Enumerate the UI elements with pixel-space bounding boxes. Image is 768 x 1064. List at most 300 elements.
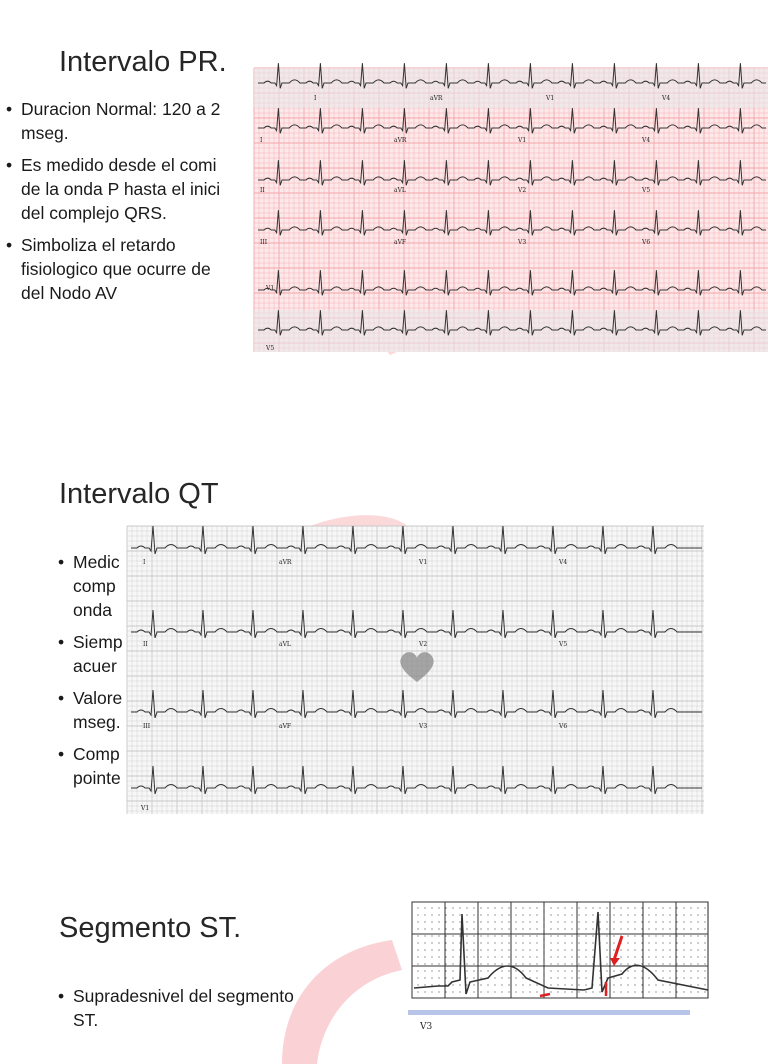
ecg-grid-dot: [676, 956, 677, 957]
ecg-grid-dot: [438, 935, 439, 936]
ecg-grid-dot: [704, 977, 705, 978]
ecg-grid-dot: [676, 935, 677, 936]
ecg-grid-dot: [585, 963, 586, 964]
ecg-grid-dot: [585, 914, 586, 915]
ecg-grid-dot: [487, 914, 488, 915]
ecg-grid-dot: [466, 928, 467, 929]
ecg-grid-dot: [585, 970, 586, 971]
ecg-grid-dot: [501, 942, 502, 943]
ecg-grid-dot: [571, 963, 572, 964]
ecg-grid-dot: [669, 942, 670, 943]
ecg-grid-dot: [522, 991, 523, 992]
ecg-grid-dot: [676, 991, 677, 992]
ecg-grid-dot: [585, 956, 586, 957]
ecg-grid-dot: [669, 977, 670, 978]
ecg-grid-dot: [690, 914, 691, 915]
ecg-grid-dot: [536, 914, 537, 915]
ecg-grid-dot: [480, 949, 481, 950]
ecg-grid-dot: [676, 970, 677, 971]
ecg-grid-dot: [564, 928, 565, 929]
ecg-grid-dot: [417, 921, 418, 922]
ecg-grid-dot: [431, 949, 432, 950]
ecg-grid-dot: [417, 949, 418, 950]
ecg-grid-dot: [655, 928, 656, 929]
lead-label: V2: [419, 641, 428, 648]
ecg-grid-dot: [662, 935, 663, 936]
ecg-grid-dot: [634, 907, 635, 908]
ecg-grid-dot: [543, 949, 544, 950]
ecg-grid-dot: [634, 949, 635, 950]
ecg-grid-dot: [662, 949, 663, 950]
ecg-grid-dot: [634, 935, 635, 936]
ecg-grid-dot: [466, 921, 467, 922]
ecg-grid-dot: [578, 963, 579, 964]
ecg-grid-dot: [571, 907, 572, 908]
ecg-grid-dot: [536, 921, 537, 922]
ecg-grid-dot: [683, 956, 684, 957]
ecg-grid-dot: [501, 935, 502, 936]
ecg-grid-dot: [690, 935, 691, 936]
ecg-grid-dot: [697, 921, 698, 922]
ecg-grid-dot: [655, 984, 656, 985]
ecg-grid-dot: [431, 970, 432, 971]
ecg-grid-dot: [529, 963, 530, 964]
lead-label: V5: [559, 641, 568, 648]
ecg-grid-dot: [704, 907, 705, 908]
ecg-grid-dot: [445, 991, 446, 992]
ecg-grid-dot: [501, 970, 502, 971]
ecg-grid-dot: [424, 928, 425, 929]
ecg-grid-dot: [655, 907, 656, 908]
ecg-grid-dot: [487, 970, 488, 971]
ecg-grid-dot: [655, 942, 656, 943]
ecg-12-lead-pink: [254, 68, 768, 352]
lead-label: V5: [642, 187, 651, 194]
ecg-grid-dot: [459, 928, 460, 929]
ecg-grid-dot: [627, 907, 628, 908]
ecg-grid-dot: [508, 928, 509, 929]
ecg-grid-dot: [494, 949, 495, 950]
ecg-grid-dot: [690, 921, 691, 922]
ecg-grid-dot: [529, 970, 530, 971]
ecg-grid-dot: [557, 956, 558, 957]
ecg-grid-dot: [578, 914, 579, 915]
ecg-grid-dot: [529, 921, 530, 922]
ecg-grid-dot: [438, 970, 439, 971]
ecg-grid-dot: [529, 991, 530, 992]
ecg-grid-dot: [431, 956, 432, 957]
ecg-grid-dot: [620, 991, 621, 992]
ecg-grid-dot: [571, 935, 572, 936]
ecg-grid-dot: [613, 935, 614, 936]
ecg-grid-dot: [557, 942, 558, 943]
ecg-grid-dot: [662, 963, 663, 964]
ecg-grid-dot: [606, 914, 607, 915]
ecg-grid-dot: [557, 970, 558, 971]
lead-label: V6: [642, 239, 651, 246]
ecg-grid-dot: [697, 935, 698, 936]
ecg-grid-dot: [697, 970, 698, 971]
lead-label: V6: [559, 723, 568, 730]
ecg-grid-dot: [564, 921, 565, 922]
ecg-grid-dot: [564, 914, 565, 915]
ecg-grid-dot: [585, 949, 586, 950]
ecg-grid-dot: [585, 928, 586, 929]
ecg-grid-dot: [690, 942, 691, 943]
ecg-grid-dot: [417, 963, 418, 964]
ecg-grid-dot: [424, 956, 425, 957]
lead-label: V4: [662, 95, 671, 102]
ecg-grid-dot: [452, 935, 453, 936]
ecg-grid-dot: [620, 956, 621, 957]
ecg-grid-dot: [669, 949, 670, 950]
ecg-grid-dot: [522, 949, 523, 950]
ecg-grid-dot: [529, 942, 530, 943]
ecg-grid-dot: [648, 991, 649, 992]
ecg-grid-dot: [697, 977, 698, 978]
ecg-grid-dot: [550, 963, 551, 964]
ecg-grid-dot: [536, 956, 537, 957]
ecg-grid-dot: [627, 942, 628, 943]
ecg-grid-dot: [648, 907, 649, 908]
ecg-grid-dot: [557, 977, 558, 978]
ecg-grid-dot: [648, 942, 649, 943]
ecg-grid-dot: [452, 984, 453, 985]
ecg-grid-dot: [487, 942, 488, 943]
ecg-grid-dot: [662, 914, 663, 915]
ecg-grid-dot: [613, 970, 614, 971]
ecg-grid-dot: [704, 963, 705, 964]
bullet-item: • Siemp acuer: [58, 630, 158, 678]
ecg-grid-dot: [697, 907, 698, 908]
ecg-grid-dot: [473, 956, 474, 957]
ecg-grid-dot: [501, 991, 502, 992]
ecg-grid-dot: [445, 963, 446, 964]
ecg-grid-dot: [466, 956, 467, 957]
ecg-grid-dot: [452, 921, 453, 922]
ecg-grid-dot: [431, 977, 432, 978]
ecg-grid-dot: [564, 984, 565, 985]
ecg-grid-dot: [683, 928, 684, 929]
ecg-grid-dot: [606, 956, 607, 957]
ecg-grid-dot: [515, 935, 516, 936]
ecg-grid-dot: [627, 949, 628, 950]
ecg-grid-dot: [620, 949, 621, 950]
ecg-grid-dot: [564, 977, 565, 978]
lead-label: V1: [518, 137, 527, 144]
ecg-grid-dot: [641, 956, 642, 957]
ecg-grid-dot: [515, 977, 516, 978]
ecg-grid-dot: [494, 942, 495, 943]
ecg-grid-dot: [417, 991, 418, 992]
ecg-grid-dot: [417, 914, 418, 915]
ecg-grid-dot: [697, 963, 698, 964]
slide-title: Intervalo PR.: [59, 46, 227, 78]
ecg-grid-dot: [683, 977, 684, 978]
ecg-grid-dot: [501, 984, 502, 985]
ecg-grid-dot: [494, 991, 495, 992]
ecg-grid-dot: [669, 956, 670, 957]
strip-divider: [408, 1010, 690, 1015]
ecg-grid-dot: [648, 963, 649, 964]
ecg-grid-dot: [515, 949, 516, 950]
ecg-grid-dot: [697, 991, 698, 992]
ecg-grid-dot: [557, 921, 558, 922]
ecg-grid-dot: [543, 907, 544, 908]
ecg-grid-dot: [494, 928, 495, 929]
ecg-grid-dot: [683, 935, 684, 936]
ecg-grid-dot: [585, 921, 586, 922]
ecg-grid-dot: [445, 949, 446, 950]
lead-label: V4: [642, 137, 651, 144]
slide-title: Intervalo QT: [59, 478, 219, 510]
ecg-grid-dot: [627, 921, 628, 922]
ecg-grid-dot: [676, 977, 677, 978]
ecg-grid-dot: [438, 977, 439, 978]
ecg-grid-dot: [669, 984, 670, 985]
ecg-grid-dot: [697, 928, 698, 929]
ecg-grid-dot: [522, 921, 523, 922]
ecg-grid-dot: [508, 949, 509, 950]
ecg-grid-dot: [459, 991, 460, 992]
ecg-grid-dot: [648, 949, 649, 950]
ecg-grid-dot: [571, 942, 572, 943]
ecg-grid-dot: [641, 991, 642, 992]
ecg-grid-dot: [417, 970, 418, 971]
ecg-grid-dot: [578, 928, 579, 929]
ecg-grid-dot: [473, 977, 474, 978]
ecg-grid-dot: [571, 956, 572, 957]
ecg-grid-dot: [606, 907, 607, 908]
ecg-grid-dot: [501, 963, 502, 964]
ecg-grid-dot: [452, 942, 453, 943]
lead-label: I: [143, 559, 146, 566]
ecg-grid-dot: [690, 984, 691, 985]
lead-label: V1: [141, 805, 150, 812]
ecg-grid-dot: [445, 921, 446, 922]
ecg-st-elevation-strip: [408, 902, 708, 1046]
ecg-grid-dot: [508, 977, 509, 978]
ecg-grid-dot: [606, 949, 607, 950]
ecg-grid-dot: [501, 921, 502, 922]
ecg-grid-dot: [508, 914, 509, 915]
ecg-grid-dot: [648, 928, 649, 929]
bullet-item: • Simboliza el retardo fisiologico que ocurre de del Nodo AV: [6, 233, 256, 305]
ecg-grid-dot: [634, 977, 635, 978]
ecg-grid-dot: [536, 907, 537, 908]
ecg-grid-dot: [606, 942, 607, 943]
ecg-grid-dot: [620, 963, 621, 964]
ecg-grid-dot: [487, 921, 488, 922]
ecg-grid-dot: [550, 949, 551, 950]
ecg-grid-dot: [683, 970, 684, 971]
ecg-grid-dot: [536, 942, 537, 943]
ecg-grid-dot: [655, 970, 656, 971]
ecg-grid-dot: [592, 907, 593, 908]
ecg-grid-dot: [662, 970, 663, 971]
ecg-grid-dot: [613, 977, 614, 978]
ecg-grid-dot: [648, 921, 649, 922]
ecg-grid-dot: [683, 942, 684, 943]
ecg-grid-dot: [438, 914, 439, 915]
ecg-grid-dot: [690, 963, 691, 964]
ecg-grid-dot: [676, 907, 677, 908]
ecg-grid-dot: [522, 935, 523, 936]
lead-label: aVR: [279, 559, 292, 566]
ecg-grid-dot: [466, 977, 467, 978]
ecg-grid-dot: [494, 977, 495, 978]
ecg-grid-dot: [578, 921, 579, 922]
ecg-grid-dot: [662, 921, 663, 922]
ecg-grid-dot: [431, 907, 432, 908]
ecg-grid-dot: [508, 970, 509, 971]
ecg-grid-dot: [487, 963, 488, 964]
lead-label: V3: [420, 1022, 433, 1032]
ecg-grid-dot: [508, 956, 509, 957]
ecg-grid-dot: [641, 935, 642, 936]
ecg-grid-dot: [704, 991, 705, 992]
ecg-grid-dot: [585, 942, 586, 943]
lead-label: V5: [266, 345, 275, 352]
ecg-grid-dot: [515, 991, 516, 992]
ecg-grid-dot: [487, 991, 488, 992]
ecg-grid-dot: [613, 928, 614, 929]
ecg-grid-dot: [522, 956, 523, 957]
ecg-grid-dot: [536, 970, 537, 971]
ecg-grid-dot: [634, 984, 635, 985]
ecg-grid-dot: [473, 935, 474, 936]
ecg-grid-dot: [431, 963, 432, 964]
ecg-grid-dot: [424, 991, 425, 992]
ecg-grid-dot: [704, 949, 705, 950]
ecg-grid-dot: [641, 977, 642, 978]
ecg-grid-dot: [578, 970, 579, 971]
ecg-grid-dot: [641, 984, 642, 985]
ecg-grid-dot: [431, 914, 432, 915]
ecg-grid-dot: [424, 949, 425, 950]
ecg-grid-dot: [634, 914, 635, 915]
ecg-grid-dot: [655, 991, 656, 992]
ecg-grid-dot: [704, 935, 705, 936]
lead-label: V1: [546, 95, 555, 102]
ecg-grid-dot: [571, 991, 572, 992]
ecg-grid-dot: [683, 907, 684, 908]
ecg-grid-dot: [529, 935, 530, 936]
ecg-grid-dot: [669, 970, 670, 971]
ecg-grid-dot: [438, 921, 439, 922]
ecg-grid-dot: [494, 935, 495, 936]
ecg-grid-dot: [641, 921, 642, 922]
ecg-grid-dot: [522, 942, 523, 943]
ecg-grid-dot: [417, 984, 418, 985]
lead-label: V3: [419, 723, 428, 730]
heart-icon: [397, 650, 437, 684]
ecg-grid-dot: [529, 914, 530, 915]
ecg-grid-dot: [424, 970, 425, 971]
ecg-grid-dot: [578, 935, 579, 936]
ecg-grid-dot: [522, 970, 523, 971]
ecg-grid-dot: [613, 921, 614, 922]
ecg-grid-dot: [676, 921, 677, 922]
ecg-grid-dot: [487, 949, 488, 950]
ecg-grid-dot: [543, 977, 544, 978]
ecg-grid-dot: [550, 991, 551, 992]
ecg-grid-dot: [417, 942, 418, 943]
ecg-grid-dot: [690, 977, 691, 978]
ecg-grid-dot: [508, 935, 509, 936]
ecg-grid-dot: [690, 970, 691, 971]
ecg-grid-dot: [704, 956, 705, 957]
ecg-grid-dot: [543, 928, 544, 929]
ecg-grid-dot: [501, 928, 502, 929]
ecg-grid-dot: [480, 977, 481, 978]
ecg-grid-dot: [662, 956, 663, 957]
ecg-grid-dot: [466, 970, 467, 971]
ecg-grid-dot: [459, 984, 460, 985]
ecg-grid-dot: [543, 942, 544, 943]
ecg-grid-dot: [606, 921, 607, 922]
ecg-grid-dot: [634, 921, 635, 922]
ecg-grid-dot: [508, 942, 509, 943]
ecg-grid-dot: [487, 907, 488, 908]
ecg-grid-dot: [641, 907, 642, 908]
ecg-grid-dot: [585, 984, 586, 985]
ecg-grid-dot: [438, 963, 439, 964]
ecg-grid-dot: [620, 984, 621, 985]
ecg-grid-dot: [620, 907, 621, 908]
ecg-grid-dot: [452, 963, 453, 964]
ecg-grid-dot: [445, 956, 446, 957]
ecg-grid-dot: [431, 984, 432, 985]
ecg-grid-dot: [536, 949, 537, 950]
lead-label: aVR: [430, 95, 443, 102]
ecg-grid-dot: [508, 907, 509, 908]
ecg-grid-dot: [543, 991, 544, 992]
ecg-overlap-band: [254, 68, 768, 108]
bullet-item: • Duracion Normal: 120 a 2 mseg.: [6, 97, 256, 145]
ecg-grid-dot: [627, 956, 628, 957]
ecg-grid-dot: [480, 970, 481, 971]
ecg-grid-dot: [564, 942, 565, 943]
ecg-grid-dot: [529, 984, 530, 985]
ecg-grid-dot: [557, 907, 558, 908]
ecg-grid-dot: [424, 907, 425, 908]
ecg-grid-dot: [669, 907, 670, 908]
ecg-grid-dot: [669, 935, 670, 936]
bullet-item: • Valore mseg.: [58, 686, 158, 734]
ecg-grid-dot: [634, 928, 635, 929]
ecg-grid-dot: [592, 935, 593, 936]
ecg-grid-dot: [494, 963, 495, 964]
ecg-grid-dot: [571, 970, 572, 971]
ecg-grid-dot: [620, 921, 621, 922]
ecg-grid-dot: [578, 949, 579, 950]
ecg-grid-dot: [480, 963, 481, 964]
ecg-grid-dot: [501, 977, 502, 978]
ecg-grid-dot: [480, 984, 481, 985]
ecg-grid-dot: [634, 956, 635, 957]
lead-label: aVR: [394, 137, 407, 144]
ecg-grid-dot: [592, 942, 593, 943]
lead-label: aVL: [394, 187, 406, 194]
ecg-grid-dot: [480, 914, 481, 915]
ecg-grid-dot: [592, 921, 593, 922]
ecg-grid-dot: [571, 914, 572, 915]
ecg-grid-dot: [662, 942, 663, 943]
ecg-grid-dot: [550, 914, 551, 915]
ecg-grid-dot: [445, 914, 446, 915]
ecg-grid-dot: [557, 984, 558, 985]
